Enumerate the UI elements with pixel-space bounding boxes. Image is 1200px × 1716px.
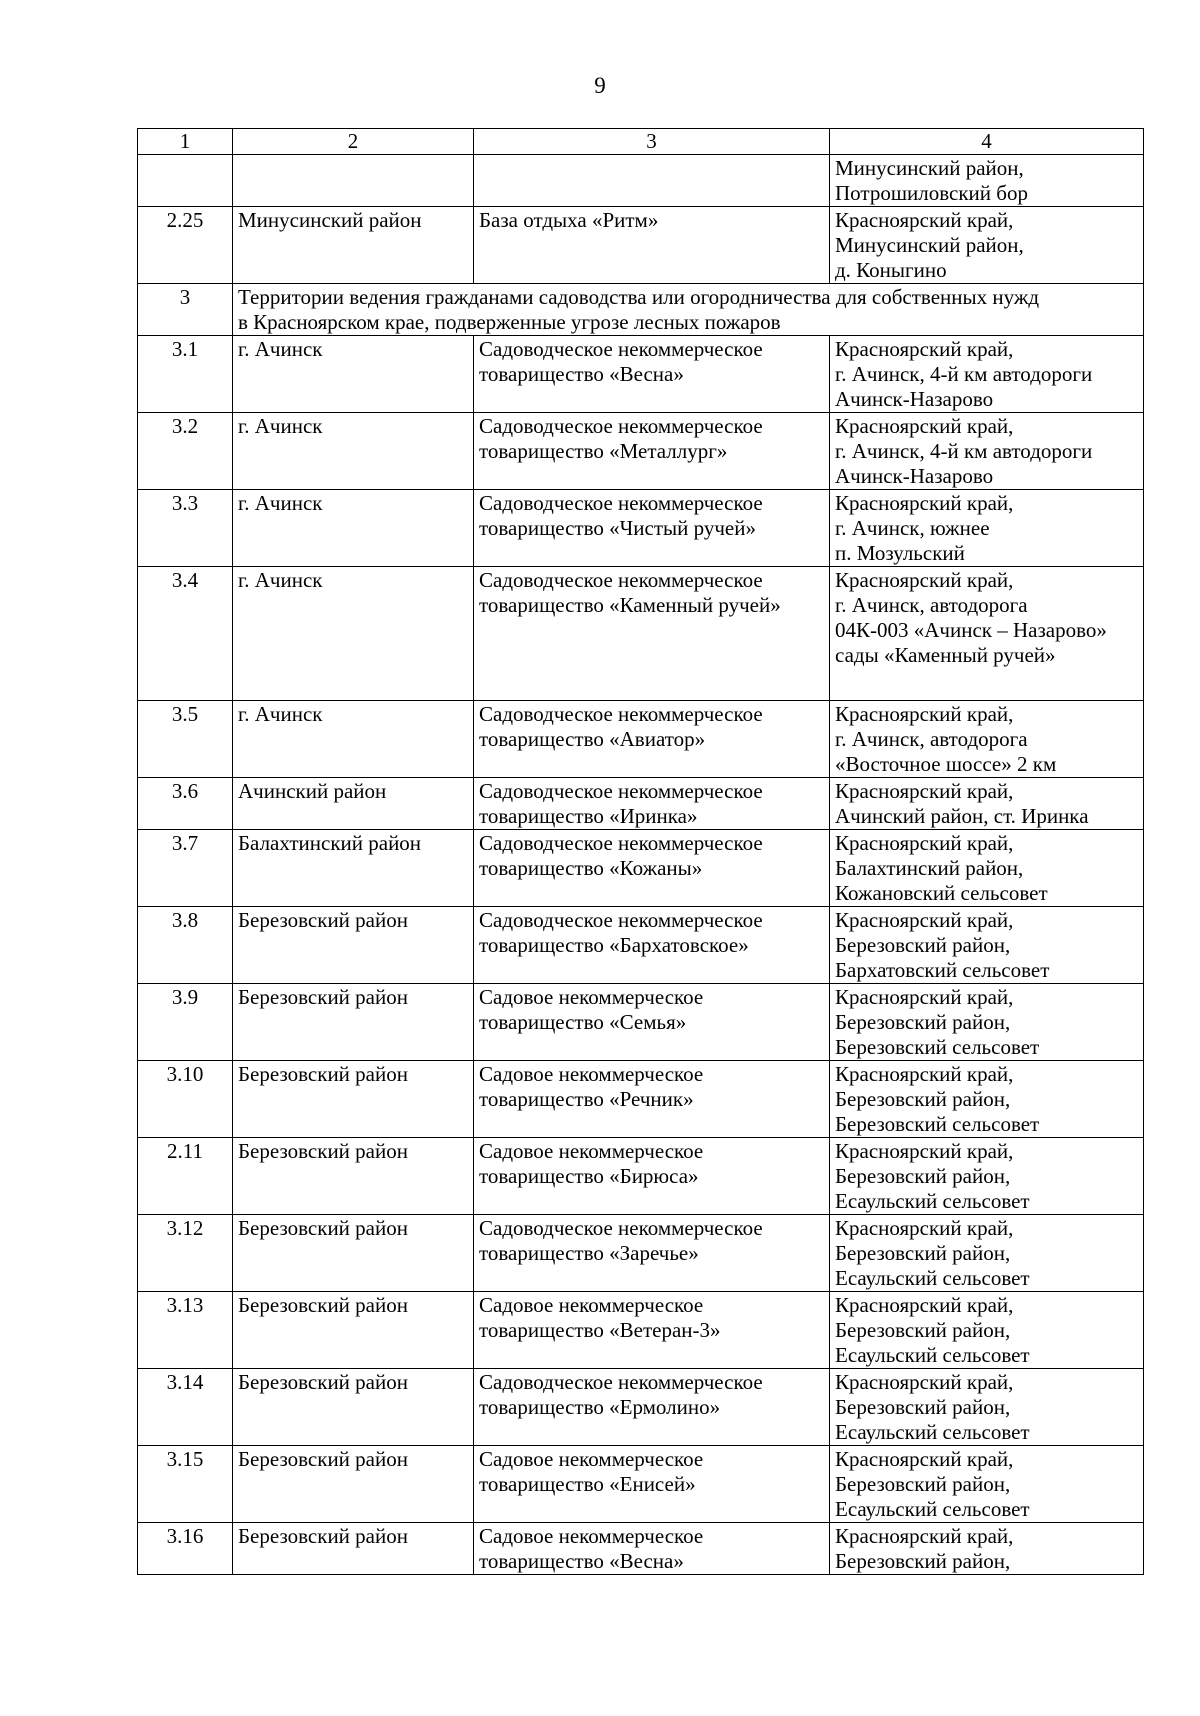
table-row xyxy=(138,336,1144,413)
object-name-cell xyxy=(474,983,830,1060)
column-header-2: 2 xyxy=(233,129,474,155)
object-name-cell xyxy=(474,1368,830,1445)
section-title-cell xyxy=(233,284,1144,336)
address-cell xyxy=(830,777,1144,829)
district-name: Березовский район xyxy=(238,1138,408,1163)
object-name-cell xyxy=(474,1214,830,1291)
row-number: 3.5 xyxy=(171,701,199,726)
object-name-line: Садовое некоммерческое xyxy=(479,984,704,1009)
address-line: Березовский район, xyxy=(835,1471,1011,1496)
district-name: Балахтинский район xyxy=(238,830,422,855)
address-cell xyxy=(830,1060,1144,1137)
address-cell xyxy=(830,567,1144,701)
district-cell xyxy=(233,906,474,983)
district-cell xyxy=(233,567,474,701)
object-name-cell xyxy=(474,1060,830,1137)
address-line: Красноярский край, xyxy=(835,830,1014,855)
district-cell xyxy=(233,1214,474,1291)
address-line: г. Ачинск, 4-й км автодороги xyxy=(835,362,1093,386)
object-name-line: товарищество «Речник» xyxy=(479,1086,694,1111)
district-name: г. Ачинск xyxy=(238,568,323,592)
address-line: Есаульский сельсовет xyxy=(835,1419,1030,1444)
row-number: 3.8 xyxy=(171,907,199,932)
table-row xyxy=(138,155,1144,207)
address-line: п. Мозульский xyxy=(835,541,965,565)
row-number-cell xyxy=(138,983,233,1060)
address-line: Березовский район, xyxy=(835,1240,1011,1265)
table-row xyxy=(138,700,1144,777)
row-number-cell xyxy=(138,829,233,906)
address-line: Березовский район, xyxy=(835,1394,1011,1419)
table-row xyxy=(138,1522,1144,1574)
object-name-line: Садовое некоммерческое xyxy=(479,1523,704,1548)
object-name-cell xyxy=(474,829,830,906)
object-name-line: товарищество «Бирюса» xyxy=(479,1163,699,1188)
district-name: г. Ачинск xyxy=(238,337,323,361)
address-line: Красноярский край, xyxy=(835,701,1014,726)
object-name-line: товарищество «Весна» xyxy=(479,362,684,386)
object-name-line: Садоводческое некоммерческое xyxy=(479,491,763,515)
address-line: Красноярский край, xyxy=(835,907,1014,932)
district-cell xyxy=(233,1522,474,1574)
row-number: 2.25 xyxy=(166,208,204,232)
object-name-line: товарищество «Чистый ручей» xyxy=(479,516,756,540)
row-number: 3.6 xyxy=(171,778,199,803)
district-cell xyxy=(233,777,474,829)
address-cell xyxy=(830,413,1144,490)
address-cell xyxy=(830,207,1144,284)
address-line: Березовский район, xyxy=(835,1548,1011,1573)
object-name-line: товарищество «Каменный ручей» xyxy=(479,593,781,617)
address-line: Ачинский район, ст. Иринка xyxy=(835,803,1089,828)
object-name-line: товарищество «Иринка» xyxy=(479,803,698,828)
object-name-line: Садовое некоммерческое xyxy=(479,1061,704,1086)
address-line: Березовский район, xyxy=(835,1086,1011,1111)
object-name-line: товарищество «Енисей» xyxy=(479,1471,696,1496)
row-number: 3.9 xyxy=(171,984,199,1009)
address-line: Березовский район, xyxy=(835,1163,1011,1188)
address-line: Березовский сельсовет xyxy=(835,1111,1040,1136)
address-cell xyxy=(830,1137,1144,1214)
address-line: Красноярский край, xyxy=(835,568,1014,592)
row-number-cell xyxy=(138,413,233,490)
object-name-line: Садоводческое некоммерческое xyxy=(479,778,763,803)
address-line: Минусинский район, xyxy=(835,156,1024,180)
table-row xyxy=(138,1445,1144,1522)
object-name-cell xyxy=(474,207,830,284)
district-cell xyxy=(233,1060,474,1137)
address-line: Есаульский сельсовет xyxy=(835,1342,1030,1367)
table-row xyxy=(138,1368,1144,1445)
district-name: Березовский район xyxy=(238,1215,408,1240)
row-number-cell xyxy=(138,567,233,701)
column-header-3: 3 xyxy=(474,129,830,155)
table-row xyxy=(138,490,1144,567)
district-name: Березовский район xyxy=(238,1061,408,1086)
section-row xyxy=(138,284,1144,336)
address-line: сады «Каменный ручей» xyxy=(835,643,1056,667)
section-title-line: Территории ведения гражданами садоводства или огородничества для собственных нужд xyxy=(238,285,1040,309)
address-cell xyxy=(830,829,1144,906)
object-name-cell xyxy=(474,1291,830,1368)
district-cell xyxy=(233,1291,474,1368)
address-cell xyxy=(830,155,1144,207)
row-number-cell xyxy=(138,700,233,777)
object-name-line: товарищество «Семья» xyxy=(479,1009,687,1034)
column-header-1: 1 xyxy=(138,129,233,155)
object-name-line: Садоводческое некоммерческое xyxy=(479,830,763,855)
table-row xyxy=(138,983,1144,1060)
address-line: Березовский район, xyxy=(835,932,1011,957)
district-name: Березовский район xyxy=(238,1369,408,1394)
row-number: 3.15 xyxy=(166,1446,204,1471)
row-number: 3.2 xyxy=(171,414,199,438)
address-line: Есаульский сельсовет xyxy=(835,1265,1030,1290)
row-number: 3.3 xyxy=(171,491,199,515)
row-number: 3 xyxy=(179,285,191,309)
district-cell xyxy=(233,1445,474,1522)
object-name-line: Садоводческое некоммерческое xyxy=(479,701,763,726)
object-name-line: товарищество «Кожаны» xyxy=(479,855,703,880)
object-name-line: товарищество «Ермолино» xyxy=(479,1394,721,1419)
object-name-line: товарищество «Ветеран-3» xyxy=(479,1317,721,1342)
object-name-cell xyxy=(474,700,830,777)
row-number-cell xyxy=(138,1291,233,1368)
object-name-line: Садоводческое некоммерческое xyxy=(479,1215,763,1240)
table-row xyxy=(138,906,1144,983)
address-cell xyxy=(830,1368,1144,1445)
object-name-line: товарищество «Бархатовское» xyxy=(479,932,749,957)
object-name-line: товарищество «Весна» xyxy=(479,1548,684,1573)
table-header xyxy=(138,129,1144,155)
address-cell xyxy=(830,700,1144,777)
object-name-line: Садоводческое некоммерческое xyxy=(479,1369,763,1394)
address-line: Есаульский сельсовет xyxy=(835,1496,1030,1521)
row-number-cell xyxy=(138,284,233,336)
table-row xyxy=(138,1060,1144,1137)
address-line: Красноярский край, xyxy=(835,337,1014,361)
object-name-cell xyxy=(474,336,830,413)
address-line: Красноярский край, xyxy=(835,208,1014,232)
address-line: Красноярский край, xyxy=(835,1369,1014,1394)
object-name-cell xyxy=(474,1137,830,1214)
address-cell xyxy=(830,1445,1144,1522)
object-name-line: товарищество «Авиатор» xyxy=(479,726,706,751)
address-line: Красноярский край, xyxy=(835,491,1014,515)
address-line: Красноярский край, xyxy=(835,984,1014,1009)
address-cell xyxy=(830,490,1144,567)
row-number: 3.16 xyxy=(166,1523,204,1548)
address-line: Красноярский край, xyxy=(835,1292,1014,1317)
row-number-cell xyxy=(138,1137,233,1214)
row-number-cell xyxy=(138,155,233,207)
object-name-line: Садоводческое некоммерческое xyxy=(479,568,763,592)
object-name-cell xyxy=(474,155,830,207)
header-row xyxy=(138,129,1144,155)
district-cell xyxy=(233,336,474,413)
row-number: 2.11 xyxy=(167,1138,203,1163)
address-line: г. Ачинск, автодорога xyxy=(835,726,1028,751)
row-number: 3.4 xyxy=(171,568,199,592)
object-name-line: товарищество «Заречье» xyxy=(479,1240,699,1265)
address-line: Минусинский район, xyxy=(835,233,1024,257)
address-cell xyxy=(830,336,1144,413)
district-name: Березовский район xyxy=(238,1446,408,1471)
object-name-line: Садовое некоммерческое xyxy=(479,1446,704,1471)
object-name-cell xyxy=(474,1445,830,1522)
address-line: Красноярский край, xyxy=(835,1138,1014,1163)
table-row xyxy=(138,1137,1144,1214)
row-number-cell xyxy=(138,1214,233,1291)
district-cell xyxy=(233,1368,474,1445)
address-line: 04К-003 «Ачинск – Назарово» xyxy=(835,618,1107,642)
district-name: Минусинский район xyxy=(238,208,422,232)
district-cell xyxy=(233,829,474,906)
address-line: д. Коныгино xyxy=(835,258,947,282)
table-row xyxy=(138,829,1144,906)
address-line: Красноярский край, xyxy=(835,414,1014,438)
district-name: г. Ачинск xyxy=(238,414,323,438)
district-name: Березовский район xyxy=(238,1292,408,1317)
row-number-cell xyxy=(138,777,233,829)
row-number-cell xyxy=(138,1445,233,1522)
table-row xyxy=(138,413,1144,490)
address-line: Березовский район, xyxy=(835,1009,1011,1034)
address-line: Березовский район, xyxy=(835,1317,1011,1342)
district-cell xyxy=(233,1137,474,1214)
district-cell xyxy=(233,490,474,567)
address-line: Красноярский край, xyxy=(835,1446,1014,1471)
district-cell xyxy=(233,983,474,1060)
object-name-cell xyxy=(474,906,830,983)
object-name-cell xyxy=(474,1522,830,1574)
object-name-line: Садоводческое некоммерческое xyxy=(479,414,763,438)
district-cell xyxy=(233,700,474,777)
address-cell xyxy=(830,983,1144,1060)
district-name: г. Ачинск xyxy=(238,491,323,515)
row-number: 3.14 xyxy=(166,1369,204,1394)
district-cell xyxy=(233,155,474,207)
address-line: Ачинск-Назарово xyxy=(835,387,994,411)
row-number: 3.12 xyxy=(166,1215,204,1240)
row-number-cell xyxy=(138,336,233,413)
district-name: Ачинский район xyxy=(238,778,387,803)
row-number: 3.13 xyxy=(166,1292,204,1317)
address-line: «Восточное шоссе» 2 км xyxy=(835,751,1057,776)
column-header-4: 4 xyxy=(830,129,1144,155)
address-line: Красноярский край, xyxy=(835,1215,1014,1240)
address-line: Ачинск-Назарово xyxy=(835,464,994,488)
district-name: Березовский район xyxy=(238,907,408,932)
row-number-cell xyxy=(138,1060,233,1137)
row-number: 3.10 xyxy=(166,1061,204,1086)
table-row xyxy=(138,567,1144,701)
address-line: Потрошиловский бор xyxy=(835,181,1028,205)
object-name-line: Садовое некоммерческое xyxy=(479,1292,704,1317)
district-name: г. Ачинск xyxy=(238,701,323,726)
address-line: Кожановский сельсовет xyxy=(835,880,1048,905)
section-title-line: в Красноярском крае, подверженные угрозе лесных пожаров xyxy=(238,310,781,334)
address-line: Есаульский сельсовет xyxy=(835,1188,1030,1213)
object-name-cell xyxy=(474,413,830,490)
district-name: Березовский район xyxy=(238,984,408,1009)
object-name-cell xyxy=(474,777,830,829)
address-cell xyxy=(830,1291,1144,1368)
district-cell xyxy=(233,207,474,284)
address-line: Бархатовский сельсовет xyxy=(835,957,1050,982)
address-line: Березовский сельсовет xyxy=(835,1034,1040,1059)
row-number: 3.1 xyxy=(171,337,199,361)
address-line: Красноярский край, xyxy=(835,1061,1014,1086)
address-cell xyxy=(830,906,1144,983)
address-line: г. Ачинск, южнее xyxy=(835,516,990,540)
row-number-cell xyxy=(138,490,233,567)
table-row xyxy=(138,777,1144,829)
object-name-cell xyxy=(474,490,830,567)
object-name-line: Садоводческое некоммерческое xyxy=(479,907,763,932)
object-name-line: База отдыха «Ритм» xyxy=(479,208,659,232)
register-table xyxy=(137,128,1144,1575)
object-name-cell xyxy=(474,567,830,701)
address-line: г. Ачинск, 4-й км автодороги xyxy=(835,439,1093,463)
row-number-cell xyxy=(138,906,233,983)
object-name-line: товарищество «Металлург» xyxy=(479,439,728,463)
object-name-line: Садовое некоммерческое xyxy=(479,1138,704,1163)
address-cell xyxy=(830,1214,1144,1291)
row-number-cell xyxy=(138,207,233,284)
address-line: г. Ачинск, автодорога xyxy=(835,593,1028,617)
address-line: Балахтинский район, xyxy=(835,855,1024,880)
object-name-line: Садоводческое некоммерческое xyxy=(479,337,763,361)
row-number: 3.7 xyxy=(171,830,199,855)
table-row xyxy=(138,1291,1144,1368)
row-number-cell xyxy=(138,1522,233,1574)
table-body xyxy=(138,155,1144,1575)
row-number-cell xyxy=(138,1368,233,1445)
page-number: 9 xyxy=(594,73,606,98)
table-row xyxy=(138,1214,1144,1291)
district-name: Березовский район xyxy=(238,1523,408,1548)
district-cell xyxy=(233,413,474,490)
address-line: Красноярский край, xyxy=(835,1523,1014,1548)
address-line: Красноярский край, xyxy=(835,778,1014,803)
table-row xyxy=(138,207,1144,284)
address-cell xyxy=(830,1522,1144,1574)
